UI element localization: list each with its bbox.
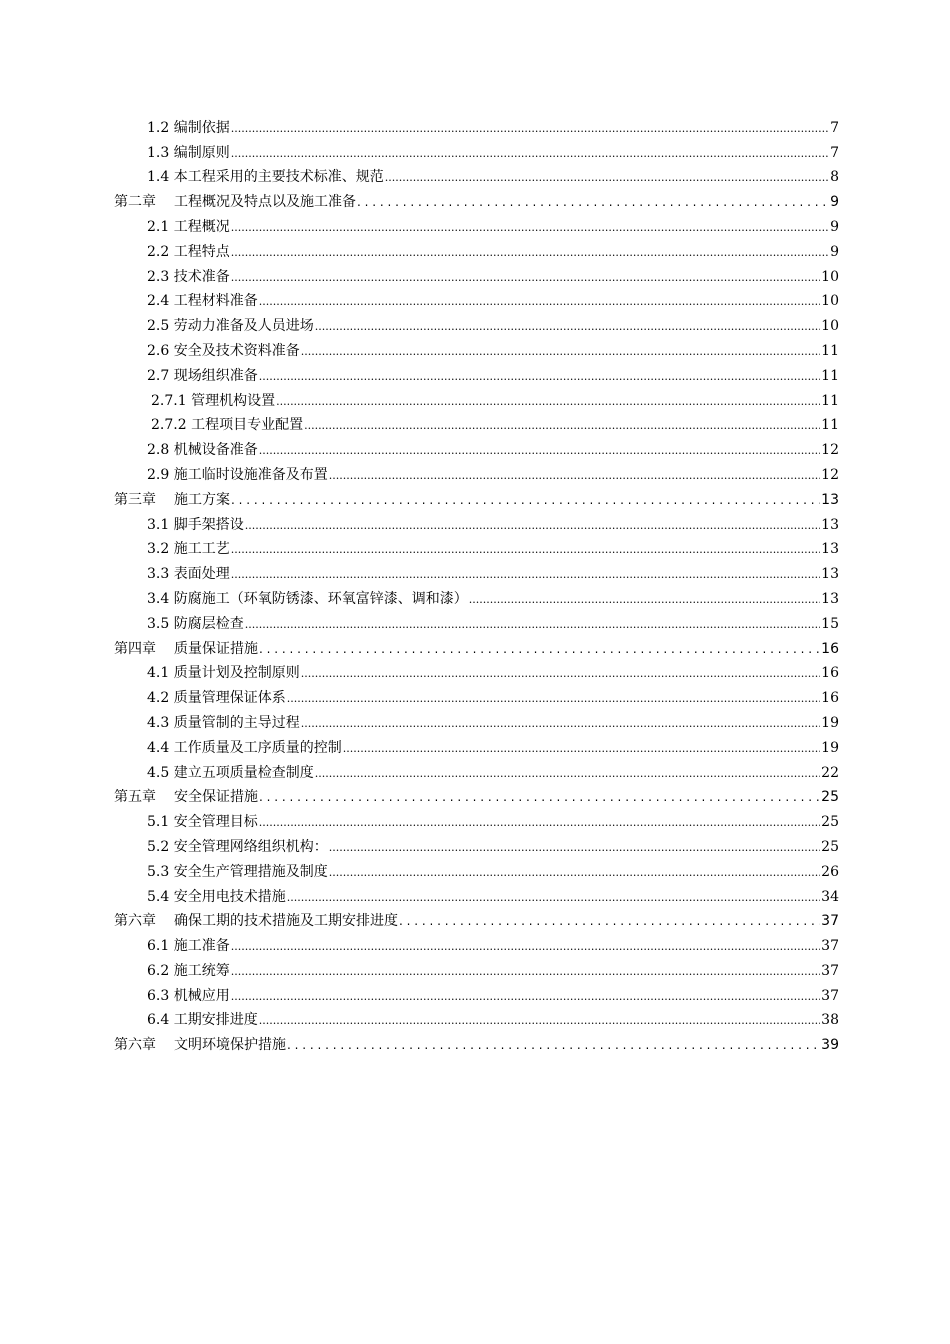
toc-section-entry[interactable] (114, 435, 839, 460)
toc-page-number: 25 (821, 789, 839, 806)
toc-page-number: 12 (821, 442, 839, 459)
toc-page-number: 13 (821, 516, 839, 533)
toc-page-number: 26 (821, 863, 839, 880)
toc-dot-leader (231, 143, 829, 163)
toc-chapter-entry[interactable] (114, 634, 839, 659)
toc-page-number: 13 (821, 491, 839, 508)
toc-chapter-entry[interactable] (114, 187, 839, 212)
toc-entry-title: 6.1 施工准备 (147, 938, 230, 955)
toc-page-number: 34 (821, 888, 839, 905)
toc-entry-title: 2.7.1 管理机构设置 (151, 392, 276, 409)
toc-entry-title: 4.1 质量计划及控制原则 (147, 665, 300, 682)
toc-entry-title: 3.1 脚手架搭设 (147, 516, 244, 533)
toc-section-entry[interactable] (114, 386, 839, 411)
toc-entry-title: 2.6 安全及技术资料准备 (147, 342, 300, 359)
toc-section-entry[interactable] (114, 956, 839, 981)
toc-dot-leader (287, 1035, 820, 1055)
toc-entry-title: 4.2 质量管理保证体系 (147, 690, 286, 707)
toc-entry-title: 4.4 工作质量及工序质量的控制 (147, 739, 342, 756)
toc-page-number: 37 (821, 913, 839, 930)
toc-dot-leader (259, 1010, 820, 1030)
toc-entry-title: 2.7 现场组织准备 (147, 367, 258, 384)
toc-dot-leader (259, 291, 820, 311)
toc-section-entry[interactable] (114, 460, 839, 485)
toc-section-entry[interactable] (114, 659, 839, 684)
toc-dot-leader (385, 167, 829, 187)
toc-page-number: 11 (821, 417, 839, 434)
toc-dot-leader (259, 639, 820, 659)
toc-entry-title: 1.2 编制依据 (147, 119, 230, 136)
toc-dot-leader (287, 887, 820, 907)
toc-section-entry[interactable] (114, 138, 839, 163)
toc-section-entry[interactable] (114, 311, 839, 336)
toc-chapter-number: 第三章 (114, 491, 156, 508)
toc-section-entry[interactable] (114, 163, 839, 188)
toc-dot-leader (315, 763, 820, 783)
toc-section-entry[interactable] (114, 510, 839, 535)
toc-page-number: 13 (821, 590, 839, 607)
toc-dot-leader (301, 341, 820, 361)
toc-section-entry[interactable] (114, 411, 839, 436)
toc-page-number: 19 (821, 739, 839, 756)
toc-entry-title: 5.3 安全生产管理措施及制度 (147, 863, 328, 880)
toc-entry-title (114, 1035, 286, 1055)
toc-section-entry[interactable] (114, 287, 839, 312)
toc-chapter-title: 文明环境保护措施 (174, 1037, 286, 1054)
toc-page-number: 22 (821, 764, 839, 781)
toc-chapter-entry[interactable] (114, 1030, 839, 1055)
toc-section-entry[interactable] (114, 584, 839, 609)
toc-entry-title: 6.3 机械应用 (147, 987, 230, 1004)
toc-dot-leader (245, 614, 820, 634)
toc-section-entry[interactable] (114, 882, 839, 907)
toc-section-entry[interactable] (114, 559, 839, 584)
toc-entry-title: 2.4 工程材料准备 (147, 293, 258, 310)
toc-dot-leader (329, 862, 820, 882)
toc-entry-title: 5.1 安全管理目标 (147, 814, 258, 831)
toc-dot-leader (276, 391, 820, 411)
toc-entry-title (114, 490, 230, 510)
toc-page-number: 11 (821, 367, 839, 384)
toc-entry-title: 1.3 编制原则 (147, 144, 230, 161)
toc-dot-leader (469, 589, 820, 609)
toc-entry-title: 1.4 本工程采用的主要技术标准、规范 (147, 169, 384, 186)
toc-page-number: 16 (821, 665, 839, 682)
toc-chapter-number: 第四章 (114, 640, 156, 657)
toc-section-entry[interactable] (114, 733, 839, 758)
toc-entry-title: 3.4 防腐施工（环氧防锈漆、环氧富锌漆、调和漆） (147, 590, 468, 607)
toc-section-entry[interactable] (114, 113, 839, 138)
toc-entry-title: 6.2 施工统筹 (147, 962, 230, 979)
toc-section-entry[interactable] (114, 262, 839, 287)
toc-dot-leader (315, 316, 820, 336)
toc-chapter-title: 安全保证措施 (174, 789, 258, 806)
toc-entry-title: 3.5 防腐层检查 (147, 615, 244, 632)
toc-page-number: 13 (821, 541, 839, 558)
toc-section-entry[interactable] (114, 237, 839, 262)
toc-chapter-number: 第二章 (114, 194, 156, 211)
toc-section-entry[interactable] (114, 683, 839, 708)
toc-page-number: 16 (821, 690, 839, 707)
toc-section-entry[interactable] (114, 1006, 839, 1031)
toc-section-entry[interactable] (114, 857, 839, 882)
toc-page-number: 10 (821, 293, 839, 310)
toc-dot-leader (231, 490, 820, 510)
toc-dot-leader (231, 217, 829, 237)
toc-chapter-title: 质量保证措施 (174, 640, 258, 657)
toc-dot-leader (304, 415, 820, 435)
toc-dot-leader (231, 986, 820, 1006)
toc-page-number: 7 (830, 144, 839, 161)
toc-entry-title: 5.4 安全用电技术措施 (147, 888, 286, 905)
toc-dot-leader (231, 961, 820, 981)
toc-entry-title: 6.4 工期安排进度 (147, 1012, 258, 1029)
toc-dot-leader (231, 936, 820, 956)
toc-dot-leader (329, 837, 820, 857)
toc-chapter-number: 第五章 (114, 789, 156, 806)
toc-page-number: 9 (830, 243, 839, 260)
toc-chapter-number: 第六章 (114, 913, 156, 930)
toc-dot-leader (357, 192, 829, 212)
toc-dot-leader (231, 539, 820, 559)
toc-chapter-number: 第六章 (114, 1037, 156, 1054)
toc-dot-leader (231, 242, 829, 262)
toc-page-number: 39 (821, 1037, 839, 1054)
toc-section-entry[interactable] (114, 981, 839, 1006)
toc-section-entry[interactable] (114, 832, 839, 857)
toc-entry-title: 2.3 技术准备 (147, 268, 230, 285)
toc-entry-title: 4.3 质量管制的主导过程 (147, 714, 300, 731)
toc-section-entry[interactable] (114, 535, 839, 560)
toc-page-number: 12 (821, 466, 839, 483)
toc-page-number: 10 (821, 318, 839, 335)
toc-dot-leader (343, 738, 820, 758)
toc-page-number: 13 (821, 566, 839, 583)
toc-entry-title: 2.9 施工临时设施准备及布置 (147, 466, 328, 483)
toc-entry-title (114, 911, 398, 931)
toc-entry-title: 4.5 建立五项质量检查制度 (147, 764, 314, 781)
toc-page-number: 10 (821, 268, 839, 285)
toc-chapter-title: 确保工期的技术措施及工期安排进度 (174, 913, 398, 930)
toc-entry-title (114, 192, 356, 212)
toc-page-number: 7 (830, 119, 839, 136)
toc-page-number: 25 (821, 838, 839, 855)
toc-dot-leader (245, 515, 820, 535)
toc-chapter-entry[interactable] (114, 485, 839, 510)
toc-page-number: 37 (821, 962, 839, 979)
toc-page-number: 38 (821, 1012, 839, 1029)
toc-dot-leader (259, 787, 820, 807)
toc-dot-leader (301, 663, 820, 683)
toc-page-number: 16 (821, 640, 839, 657)
toc-section-entry[interactable] (114, 361, 839, 386)
table-of-contents (114, 113, 839, 1055)
toc-entry-title: 2.7.2 工程项目专业配置 (151, 417, 304, 434)
toc-section-entry[interactable] (114, 807, 839, 832)
toc-entry-title: 2.1 工程概况 (147, 218, 230, 235)
toc-chapter-entry[interactable] (114, 783, 839, 808)
toc-page-number: 9 (830, 218, 839, 235)
toc-entry-title: 2.5 劳动力准备及人员进场 (147, 318, 314, 335)
toc-page-number: 19 (821, 714, 839, 731)
toc-dot-leader (287, 688, 820, 708)
toc-entry-title: 3.2 施工工艺 (147, 541, 230, 558)
toc-section-entry[interactable] (114, 212, 839, 237)
toc-dot-leader (259, 812, 820, 832)
toc-entry-title: 3.3 表面处理 (147, 566, 230, 583)
toc-section-entry[interactable] (114, 758, 839, 783)
toc-dot-leader (231, 267, 820, 287)
toc-dot-leader (231, 564, 820, 584)
toc-entry-title (114, 787, 258, 807)
toc-page-number: 37 (821, 987, 839, 1004)
toc-dot-leader (399, 911, 820, 931)
toc-dot-leader (301, 713, 820, 733)
toc-page-number: 9 (830, 194, 839, 211)
toc-dot-leader (259, 366, 820, 386)
toc-entry-title: 2.8 机械设备准备 (147, 442, 258, 459)
toc-dot-leader (231, 118, 829, 138)
toc-entry-title (114, 639, 258, 659)
toc-page-number: 25 (821, 814, 839, 831)
toc-page-number: 11 (821, 392, 839, 409)
toc-chapter-entry[interactable] (114, 907, 839, 932)
toc-chapter-title: 施工方案 (174, 491, 230, 508)
toc-entry-title: 2.2 工程特点 (147, 243, 230, 260)
toc-dot-leader (329, 465, 820, 485)
toc-section-entry[interactable] (114, 609, 839, 634)
toc-chapter-title: 工程概况及特点以及施工准备 (174, 194, 356, 211)
toc-page-number: 11 (821, 342, 839, 359)
toc-entry-title: 5.2 安全管理网络组织机构： (147, 838, 328, 855)
toc-page-number: 37 (821, 938, 839, 955)
toc-section-entry[interactable] (114, 708, 839, 733)
toc-page-number: 15 (821, 615, 839, 632)
toc-section-entry[interactable] (114, 336, 839, 361)
toc-section-entry[interactable] (114, 931, 839, 956)
toc-dot-leader (259, 440, 820, 460)
toc-page-number: 8 (830, 169, 839, 186)
